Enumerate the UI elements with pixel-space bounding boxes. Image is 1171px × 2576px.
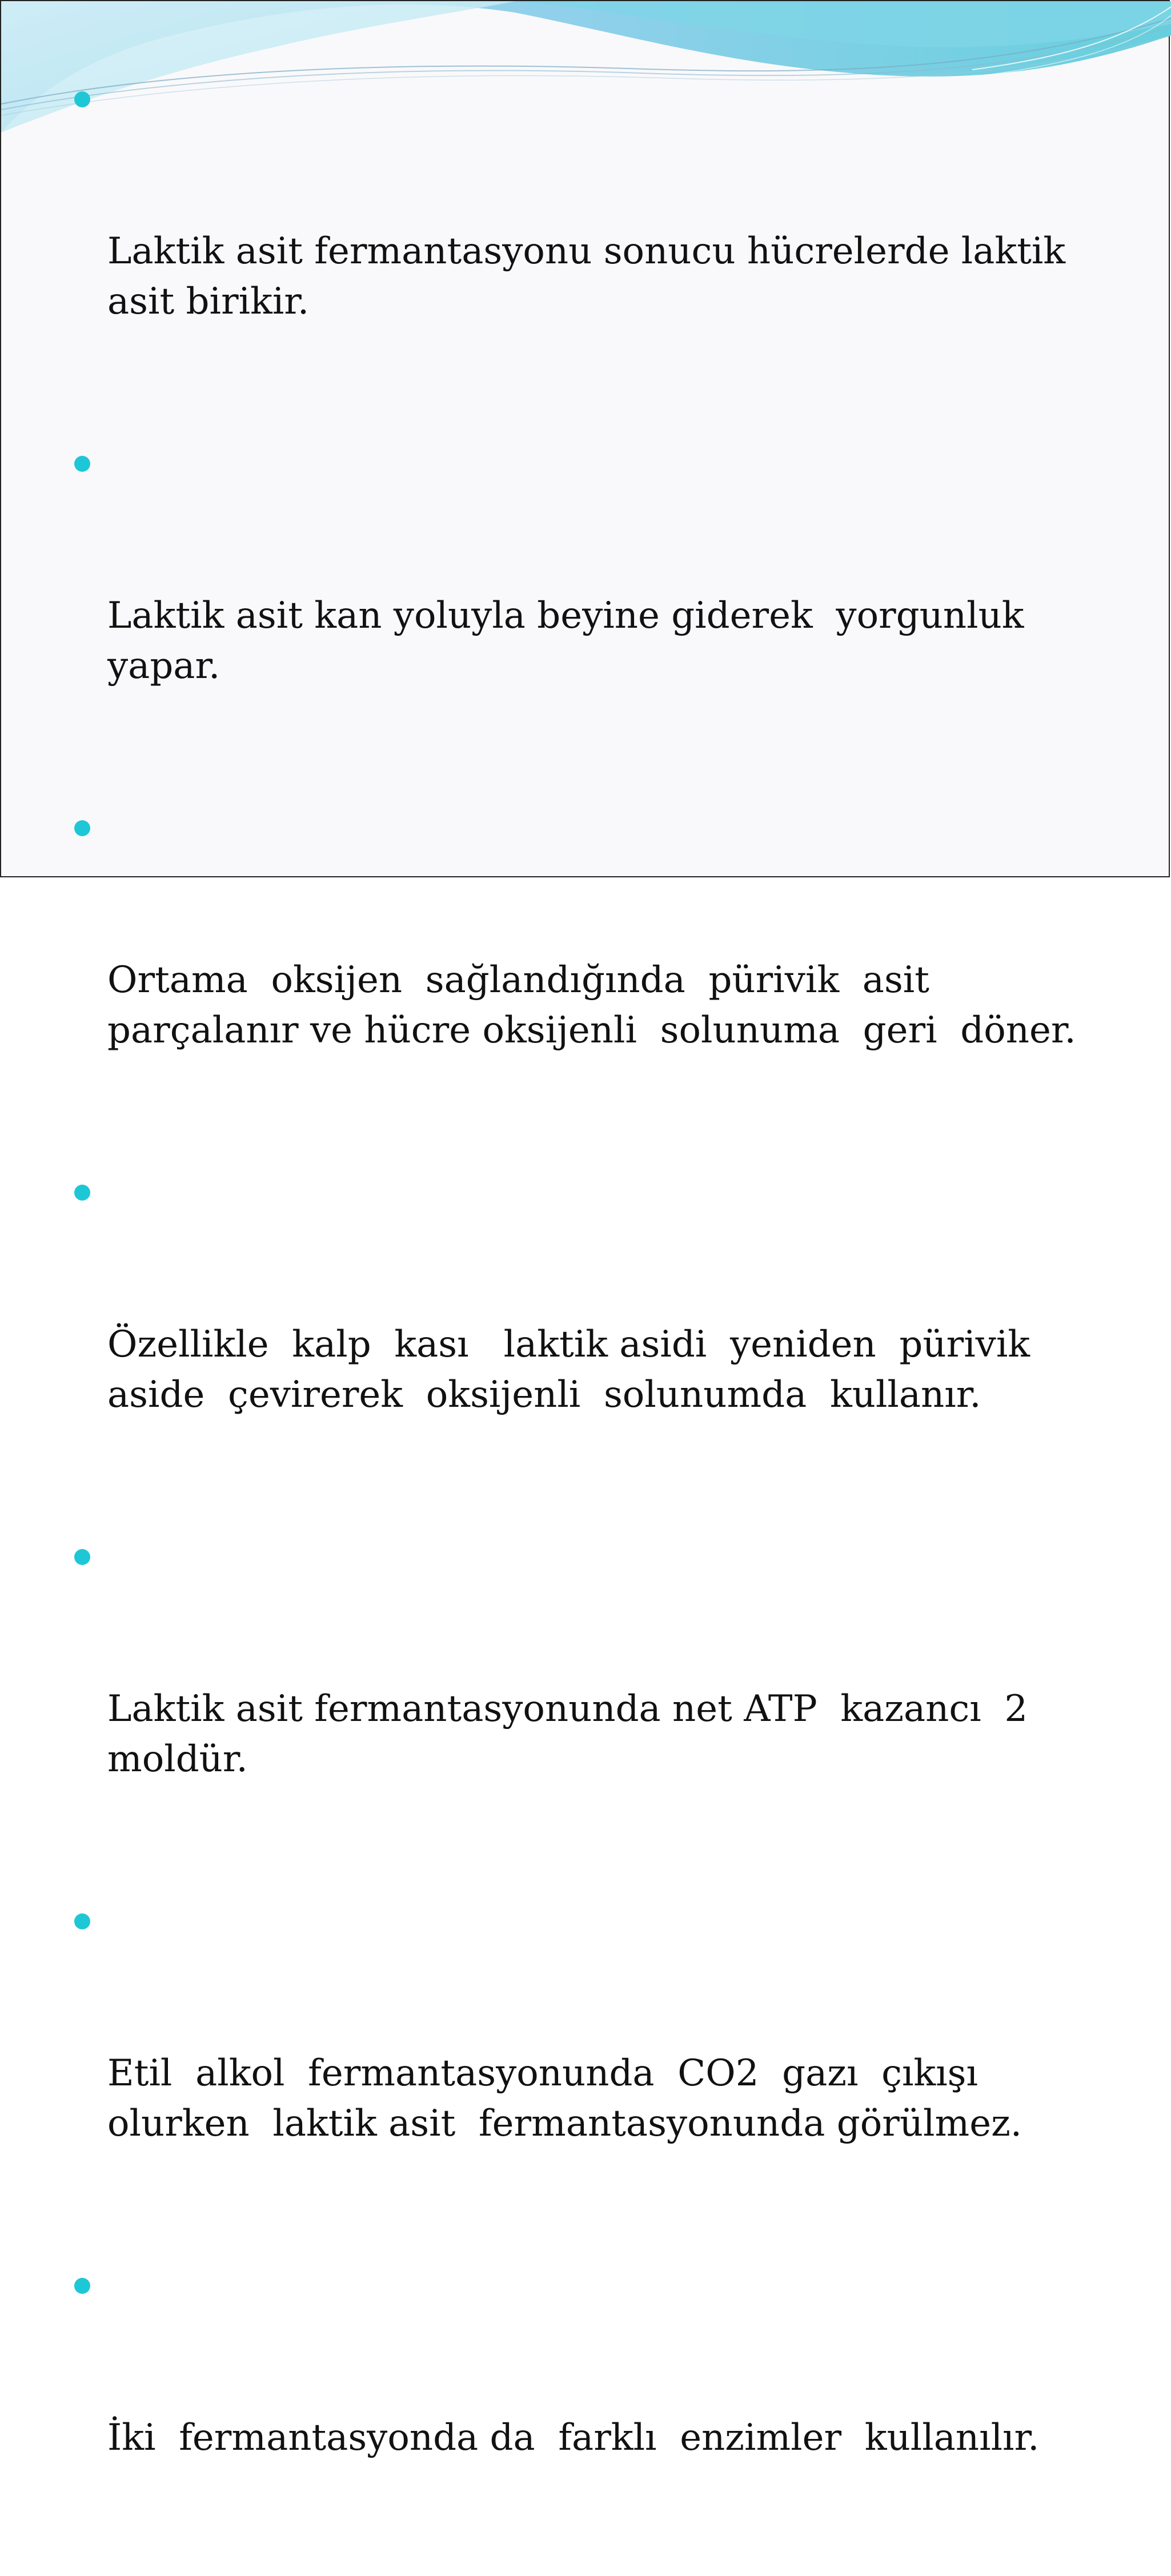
- bullet-item: [73, 1897, 1101, 2249]
- bullet-item: [73, 804, 1101, 1156]
- bullet-text: Laktik asit kan yoluyla beyine giderek yorgunluk yapar.: [107, 595, 1036, 687]
- bullet-icon: [74, 2278, 90, 2294]
- bullet-icon: [74, 456, 90, 472]
- bullet-text: İki fermantasyonda da farklı enzimler kullanılır.: [107, 2417, 1040, 2459]
- bullet-text: Ortama oksijen sağlandığında pürivik asit parçalanır ve hücre oksijenli solunuma geri döner.: [107, 959, 1076, 1052]
- bullet-icon: [74, 91, 90, 107]
- bullet-item: [73, 1533, 1101, 1885]
- bullet-text: Etil alkol fermantasyonunda CO2 gazı çıkışı olurken laktik asit fermantasyonunda görülmez.: [107, 2052, 1022, 2145]
- bullet-icon: [74, 1185, 90, 1201]
- bullet-text: Laktik asit fermantasyonunda net ATP kazancı 2 moldür.: [107, 1688, 1040, 1780]
- bullet-item: [73, 440, 1101, 792]
- bullet-text: Özellikle kalp kası laktik asidi yeniden pürivik aside çevirerek oksijenli solunumda kullanır.: [107, 1323, 1042, 1416]
- bullet-text: Laktik asit fermantasyonu sonucu hücrelerde laktik asit birikir.: [107, 230, 1077, 323]
- bullet-item: [73, 2262, 1101, 2563]
- bullet-icon: [74, 1913, 90, 1929]
- bullet-item: [73, 75, 1101, 427]
- bullet-icon: [74, 820, 90, 836]
- bullet-icon: [74, 1549, 90, 1565]
- bullet-item: [73, 1169, 1101, 1520]
- bullet-list: [73, 75, 1101, 2576]
